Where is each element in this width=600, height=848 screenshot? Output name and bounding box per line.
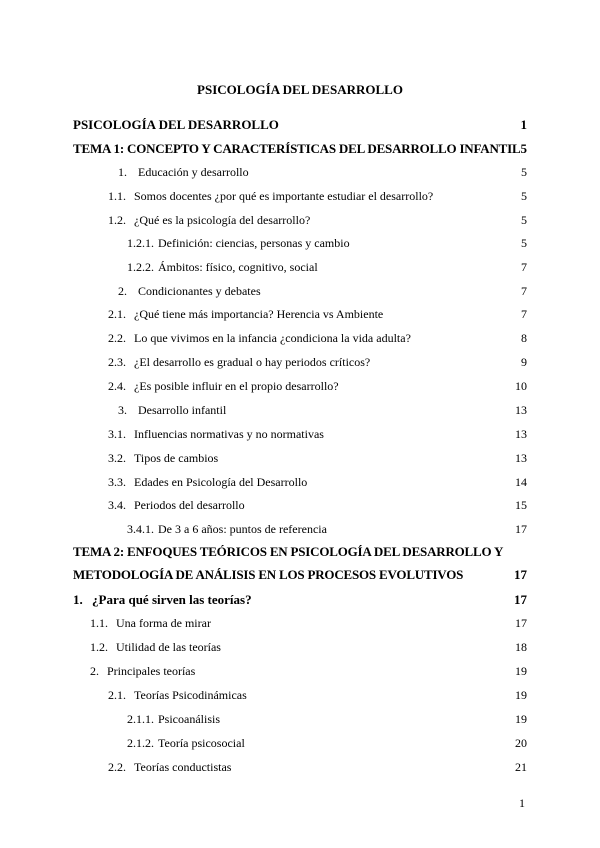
toc-entry-text: ¿Qué es la psicología del desarrollo? [134,213,311,227]
toc-entry-text: Ámbitos: físico, cognitivo, social [158,260,318,274]
toc-entry-page: 13 [515,403,527,417]
toc-entry-page: 9 [521,355,527,369]
toc-entry[interactable] [0,760,600,780]
toc-entry-text: Utilidad de las teorías [116,640,221,654]
toc-entry-number: 2.1. [108,307,126,321]
toc-entry[interactable] [0,141,600,161]
toc-entry-page: 5 [520,141,527,156]
toc-entry-text: Tipos de cambios [134,451,219,465]
toc-entry-text: PSICOLOGÍA DEL DESARROLLO [73,117,279,132]
toc-entry[interactable] [0,567,600,587]
toc-entry[interactable] [0,260,600,280]
toc-entry-text: METODOLOGÍA DE ANÁLISIS EN LOS PROCESOS EVOLUTIVOS [73,567,464,582]
toc-entry-number: 2.4. [108,379,126,393]
toc-entry-text: Definición: ciencias, personas y cambio [158,236,350,250]
toc-entry-page: 1 [520,117,527,132]
toc-entry[interactable] [0,427,600,447]
page-title: PSICOLOGÍA DEL DESARROLLO [197,82,403,97]
toc-entry-page: 5 [521,189,527,203]
toc-entry-number: 1.1. [108,189,126,203]
toc-entry[interactable] [0,189,600,209]
toc-entry-page: 19 [515,688,527,702]
toc-entry-page: 13 [515,427,527,441]
toc-entry-text: De 3 a 6 años: puntos de referencia [158,522,327,536]
toc-entry[interactable] [0,331,600,351]
toc-entry-text: ¿Para qué sirven las teorías? [92,592,252,607]
toc-entry-number: 3.1. [108,427,126,441]
toc-entry-text: Edades en Psicología del Desarrollo [134,475,308,489]
toc-entry-number: 1.1. [90,616,108,630]
toc-entry-number: 2.1.2. [127,736,154,750]
toc-entry[interactable] [0,307,600,327]
toc-entry[interactable] [0,688,600,708]
toc-entry-page: 17 [514,592,527,607]
toc-entry-text: Condicionantes y debates [138,284,261,298]
toc-entry-text: Educación y desarrollo [138,165,249,179]
toc-entry-number: 2.3. [108,355,126,369]
toc-entry[interactable] [0,117,600,137]
toc-entry-number: 2. [118,284,127,298]
toc-entry[interactable] [0,712,600,732]
toc-entry-page: 20 [515,736,527,750]
toc-entry-page: 15 [515,498,527,512]
toc-entry-number: 3.2. [108,451,126,465]
toc-entry[interactable] [0,165,600,185]
toc-entry-text: Desarrollo infantil [138,403,227,417]
toc-entry[interactable] [0,213,600,233]
toc-entry-page: 5 [521,165,527,179]
toc-entry-number: 1.2. [90,640,108,654]
toc-entry[interactable] [0,284,600,304]
toc-entry-text: Psicoanálisis [158,712,220,726]
toc-entry-page: 17 [515,522,527,536]
toc-entry-text: ¿Qué tiene más importancia? Herencia vs Ambiente [134,307,384,321]
toc-entry[interactable] [0,736,600,756]
toc-entry[interactable] [0,236,600,256]
toc-entry[interactable] [0,640,600,660]
toc-entry[interactable] [0,355,600,375]
toc-entry-number: 3.3. [108,475,126,489]
toc-entry[interactable] [0,498,600,518]
toc-entry-number: 1.2.2. [127,260,154,274]
toc-entry[interactable] [0,379,600,399]
toc-entry-page: 10 [515,379,527,393]
toc-entry-page: 8 [521,331,527,345]
toc-entry-text: Periodos del desarrollo [134,498,245,512]
toc-entry-text: TEMA 1: CONCEPTO Y CARACTERÍSTICAS DEL DESARROLLO INFANTIL [73,141,521,156]
toc-entry-text: ¿Es posible influir en el propio desarrollo? [134,379,339,393]
toc-entry-page: 5 [521,236,527,250]
toc-entry-page: 18 [515,640,527,654]
page-number: 1 [519,796,525,810]
toc-entry-page: 14 [515,475,527,489]
toc-entry-text: Principales teorías [107,664,196,678]
toc-entry-page: 17 [514,567,527,582]
toc-entry-text: ¿El desarrollo es gradual o hay periodos críticos? [134,355,371,369]
toc-entry-page: 13 [515,451,527,465]
toc-entry-text: Somos docentes ¿por qué es importante estudiar el desarrollo? [134,189,434,203]
toc-entry-number: 2.1. [108,688,126,702]
toc-entry[interactable] [0,403,600,423]
toc-entry-text: Influencias normativas y no normativas [134,427,324,441]
toc-entry-text: Teorías Psicodinámicas [134,688,247,702]
toc-entry[interactable] [0,522,600,542]
toc-entry-text: Teorías conductistas [134,760,232,774]
toc-entry[interactable] [0,544,600,564]
toc-entry[interactable] [0,664,600,684]
toc-entry-number: 2. [90,664,99,678]
toc-entry-text: Lo que vivimos en la infancia ¿condiciona la vida adulta? [134,331,411,345]
toc-entry-text: Teoría psicosocial [158,736,245,750]
toc-entry[interactable] [0,592,600,612]
toc-entry-page: 7 [521,307,527,321]
toc-entry-page: 7 [521,284,527,298]
toc-entry-number: 3. [118,403,127,417]
toc-entry-page: 19 [515,664,527,678]
toc-entry-number: 2.1.1. [127,712,154,726]
toc-entry-page: 7 [521,260,527,274]
toc-entry[interactable] [0,475,600,495]
toc-entry-page: 17 [515,616,527,630]
toc-entry-number: 1. [73,592,83,607]
toc-entry-number: 2.2. [108,760,126,774]
toc-entry-page: 21 [515,760,527,774]
toc-entry[interactable] [0,616,600,636]
toc-entry-number: 1. [118,165,127,179]
toc-entry[interactable] [0,451,600,471]
toc-entry-page: 19 [515,712,527,726]
toc-entry-page: 5 [521,213,527,227]
toc-entry-text: TEMA 2: ENFOQUES TEÓRICOS EN PSICOLOGÍA DEL DESARROLLO Y [73,544,504,559]
toc-entry-text: Una forma de mirar [116,616,211,630]
toc-entry-number: 1.2.1. [127,236,154,250]
toc-entry-number: 3.4.1. [127,522,154,536]
toc-entry-number: 1.2. [108,213,126,227]
toc-entry-number: 2.2. [108,331,126,345]
toc-entry-number: 3.4. [108,498,126,512]
